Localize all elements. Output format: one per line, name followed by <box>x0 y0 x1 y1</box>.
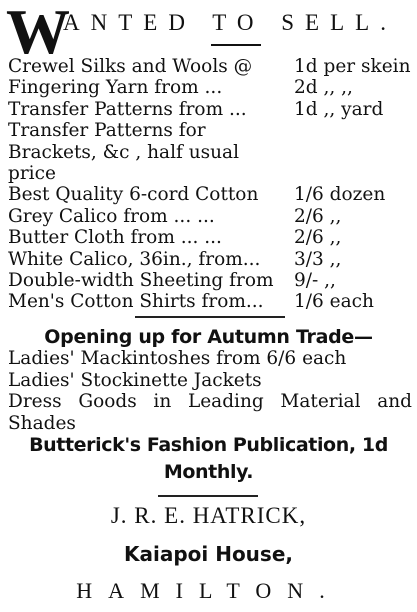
price-row <box>8 206 414 227</box>
item-desc: Transfer Patterns for Brackets, &c , half usual price <box>8 120 240 185</box>
price-row <box>8 270 414 291</box>
item-price: 2/6 ,, <box>294 205 342 227</box>
opening-heading: Opening up for Autumn Trade— <box>44 326 373 348</box>
item-price: 3/3 ,, <box>294 248 342 270</box>
item-desc: Butter Cloth from ... ... <box>8 227 222 249</box>
item-price: 1/6 dozen <box>294 184 386 206</box>
item-desc: Transfer Patterns from ... <box>8 98 247 120</box>
section-divider <box>158 495 258 497</box>
list-item: Ladies' Stockinette Jackets <box>8 369 262 391</box>
store-name: Kaiapoi House, <box>123 542 293 566</box>
price-row <box>8 291 414 312</box>
price-list <box>8 56 414 313</box>
autumn-items <box>8 348 412 434</box>
price-row <box>8 249 414 270</box>
section-divider <box>135 316 285 318</box>
item-price: 2d ,, ,, <box>294 77 353 99</box>
item-price: 2/6 ,, <box>294 227 342 249</box>
item-price: 1d per skein <box>294 56 411 77</box>
butterick-line: Monthly. <box>163 461 254 483</box>
town-name: HAMILTON. <box>76 578 341 603</box>
item-desc: Best Quality 6-cord Cotton <box>8 184 259 206</box>
item-desc: Double-width Sheeting from <box>8 270 274 292</box>
item-desc: Men's Cotton Shirts from... <box>8 291 264 313</box>
price-row <box>8 56 414 77</box>
price-row <box>8 184 414 205</box>
list-item: Ladies' Mackintoshes from 6/6 each <box>8 348 347 369</box>
headline-text: ANTED TO SELL. <box>63 10 397 35</box>
price-row <box>8 99 414 120</box>
merchant-name: J. R. E. HATRICK, <box>110 503 307 528</box>
price-row <box>8 120 414 184</box>
item-desc: Crewel Silks and Wools @ <box>8 56 253 77</box>
item-price: 9/- ,, <box>294 270 336 292</box>
item-desc: Grey Calico from ... ... <box>8 205 215 227</box>
butterick-line: Butterick's Fashion Publication, 1d <box>29 434 388 456</box>
item-desc: Fingering Yarn from ... <box>8 77 223 99</box>
butterick-notice <box>0 432 417 486</box>
price-row <box>8 227 414 248</box>
list-item: Shades <box>8 412 76 434</box>
headline-rule <box>211 44 261 46</box>
price-row <box>8 77 414 98</box>
item-price: 1d ,, yard <box>294 98 384 120</box>
list-item: Dress Goods in Leading Material and <box>8 391 412 412</box>
headline-initial: W <box>6 0 70 67</box>
item-price: 1/6 each <box>294 291 374 313</box>
item-desc: White Calico, 36in., from... <box>8 248 261 270</box>
